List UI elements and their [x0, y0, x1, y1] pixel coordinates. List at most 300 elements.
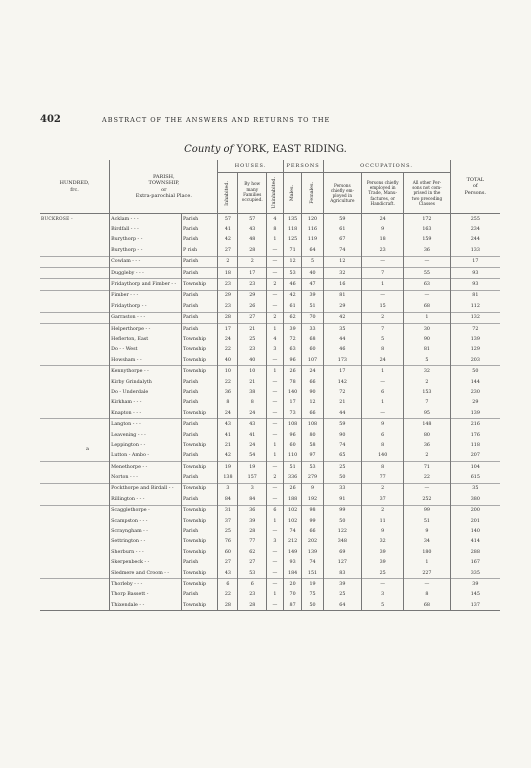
other-cell: 2 — [404, 451, 450, 462]
hundred-cell — [40, 451, 110, 462]
males-cell: 102 — [283, 505, 302, 516]
families-cell: 41 — [238, 430, 267, 440]
table-row — [40, 377, 500, 387]
females-cell: 97 — [302, 451, 323, 462]
uninhabited-cell: — — [267, 547, 284, 557]
table-row — [40, 256, 500, 267]
trade-cell: 39 — [362, 558, 404, 568]
males-cell: 73 — [283, 408, 302, 419]
females-cell: 47 — [302, 279, 323, 290]
place-cell: Scagglethorpe - — [110, 505, 182, 516]
total-cell: 255 — [450, 214, 500, 225]
header-other: All other Per- sons not com- prised in the two preceding Classes — [404, 173, 450, 214]
females-cell: 108 — [302, 419, 323, 430]
hundred-cell — [40, 590, 110, 600]
hundred-cell — [40, 355, 110, 366]
other-cell: 8 — [404, 590, 450, 600]
uninhabited-cell: 8 — [267, 224, 284, 234]
inhabited-cell: 19 — [218, 461, 238, 472]
table-row — [40, 419, 500, 430]
trade-cell: — — [362, 579, 404, 590]
males-cell: 12 — [283, 256, 302, 267]
place-cell: Fimber - - - — [110, 290, 182, 301]
hundred-cell — [40, 419, 110, 430]
females-cell: 120 — [302, 214, 323, 225]
place-cell: Norton - - - — [110, 472, 182, 483]
males-cell: 125 — [283, 235, 302, 245]
inhabited-cell: 10 — [218, 366, 238, 377]
uninhabited-cell: 1 — [267, 235, 284, 245]
other-cell: 172 — [404, 214, 450, 225]
males-cell: 62 — [283, 312, 302, 323]
table-row — [40, 505, 500, 516]
males-cell: 184 — [283, 568, 302, 579]
males-cell: 63 — [283, 345, 302, 355]
total-cell: 17 — [450, 256, 500, 267]
males-cell: 71 — [283, 245, 302, 256]
families-cell: 2 — [238, 256, 267, 267]
uninhabited-cell: 4 — [267, 334, 284, 344]
hundred-cell — [40, 516, 110, 526]
place-cell: Knapton - - - — [110, 408, 182, 419]
hundred-cell — [40, 430, 110, 440]
other-cell: 180 — [404, 547, 450, 557]
type-cell: Parish — [182, 301, 218, 312]
uninhabited-cell: — — [267, 419, 284, 430]
header-uninhabited: Uninhabited. — [271, 177, 277, 209]
trade-cell: 7 — [362, 323, 404, 334]
families-cell: 10 — [238, 366, 267, 377]
agriculture-cell: 50 — [323, 472, 362, 483]
type-cell: Township — [182, 537, 218, 547]
type-cell: Parish — [182, 590, 218, 600]
type-cell: Township — [182, 408, 218, 419]
males-cell: 336 — [283, 472, 302, 483]
agriculture-cell: 72 — [323, 387, 362, 397]
inhabited-cell: 60 — [218, 547, 238, 557]
place-cell: Fridaythorp - - — [110, 301, 182, 312]
place-cell: Lutton - Ambo - — [110, 451, 182, 462]
trade-cell: 24 — [362, 214, 404, 225]
inhabited-cell: 76 — [218, 537, 238, 547]
type-cell: Parish — [182, 235, 218, 245]
place-cell: Fridaythorp and Fimber - - — [110, 279, 182, 290]
inhabited-cell: 28 — [218, 312, 238, 323]
hundred-cell — [40, 334, 110, 344]
type-cell: Township — [182, 547, 218, 557]
place-cell: Duggleby - - - — [110, 267, 182, 278]
females-cell: 202 — [302, 537, 323, 547]
inhabited-cell: 24 — [218, 408, 238, 419]
type-cell: Township — [182, 366, 218, 377]
trade-cell: — — [362, 256, 404, 267]
uninhabited-cell: — — [267, 398, 284, 408]
agriculture-cell: 25 — [323, 461, 362, 472]
females-cell: 74 — [302, 558, 323, 568]
families-cell: 28 — [238, 600, 267, 611]
total-cell: 29 — [450, 398, 500, 408]
females-cell: 90 — [302, 387, 323, 397]
agriculture-cell: 61 — [323, 224, 362, 234]
males-cell: 42 — [283, 290, 302, 301]
uninhabited-cell: 3 — [267, 537, 284, 547]
type-cell: Parish — [182, 451, 218, 462]
trade-cell: 140 — [362, 451, 404, 462]
agriculture-cell: 59 — [323, 419, 362, 430]
other-cell: 90 — [404, 334, 450, 344]
other-cell: — — [404, 579, 450, 590]
hundred-cell — [40, 547, 110, 557]
other-cell: 148 — [404, 419, 450, 430]
agriculture-cell: 74 — [323, 245, 362, 256]
total-cell: 335 — [450, 568, 500, 579]
uninhabited-cell: — — [267, 256, 284, 267]
uninhabited-cell: 1 — [267, 590, 284, 600]
trade-cell: — — [362, 408, 404, 419]
males-cell: 93 — [283, 558, 302, 568]
page-number: 402 — [40, 114, 61, 125]
table-row — [40, 461, 500, 472]
agriculture-cell: 25 — [323, 590, 362, 600]
hundred-cell — [40, 568, 110, 579]
families-cell: 77 — [238, 537, 267, 547]
type-cell: Township — [182, 334, 218, 344]
place-cell: Thorleby - - - — [110, 579, 182, 590]
females-cell: 99 — [302, 516, 323, 526]
uninhabited-cell: — — [267, 377, 284, 387]
agriculture-cell: 59 — [323, 214, 362, 225]
trade-cell: 2 — [362, 312, 404, 323]
agriculture-cell: 35 — [323, 323, 362, 334]
inhabited-cell: 6 — [218, 579, 238, 590]
agriculture-cell: 65 — [323, 451, 362, 462]
hundred-cell — [40, 600, 110, 611]
other-cell: 30 — [404, 323, 450, 334]
agriculture-cell: 64 — [323, 600, 362, 611]
males-cell: 212 — [283, 537, 302, 547]
place-cell: Leavening - - - — [110, 430, 182, 440]
trade-cell: 6 — [362, 430, 404, 440]
table-row — [40, 279, 500, 290]
males-cell: 51 — [283, 461, 302, 472]
table-body — [40, 214, 500, 611]
inhabited-cell: 18 — [218, 267, 238, 278]
place-cell: Settrington - - — [110, 537, 182, 547]
header-hundred: HUNDRED, frc. — [40, 160, 110, 214]
place-cell: Howsham - - — [110, 355, 182, 366]
total-cell: 234 — [450, 224, 500, 234]
other-cell: 227 — [404, 568, 450, 579]
uninhabited-cell: — — [267, 483, 284, 494]
males-cell: 46 — [283, 279, 302, 290]
females-cell: 5 — [302, 256, 323, 267]
females-cell: 12 — [302, 398, 323, 408]
type-cell: Township — [182, 516, 218, 526]
other-cell: 2 — [404, 377, 450, 387]
hundred-cell — [40, 558, 110, 568]
total-cell: 201 — [450, 516, 500, 526]
total-cell: 129 — [450, 345, 500, 355]
inhabited-cell: 43 — [218, 419, 238, 430]
males-cell: 87 — [283, 600, 302, 611]
other-cell: 68 — [404, 301, 450, 312]
total-cell: 207 — [450, 451, 500, 462]
families-cell: 43 — [238, 419, 267, 430]
total-cell: 167 — [450, 558, 500, 568]
table-row — [40, 323, 500, 334]
type-cell: Parish — [182, 398, 218, 408]
agriculture-cell: 348 — [323, 537, 362, 547]
other-cell: 22 — [404, 472, 450, 483]
families-cell: 54 — [238, 451, 267, 462]
hundred-cell — [40, 256, 110, 267]
uninhabited-cell: — — [267, 290, 284, 301]
agriculture-cell: 99 — [323, 505, 362, 516]
table-row — [40, 451, 500, 462]
uninhabited-cell: — — [267, 568, 284, 579]
type-cell: Township — [182, 461, 218, 472]
other-cell: 71 — [404, 461, 450, 472]
trade-cell: 11 — [362, 516, 404, 526]
hundred-cell — [40, 483, 110, 494]
inhabited-cell: 37 — [218, 516, 238, 526]
inhabited-cell: 84 — [218, 494, 238, 505]
agriculture-cell: 46 — [323, 345, 362, 355]
females-cell: 33 — [302, 323, 323, 334]
females-cell: 279 — [302, 472, 323, 483]
agriculture-cell: 142 — [323, 377, 362, 387]
families-cell: 62 — [238, 547, 267, 557]
total-cell: 176 — [450, 430, 500, 440]
males-cell: 149 — [283, 547, 302, 557]
inhabited-cell: 23 — [218, 279, 238, 290]
table-row — [40, 526, 500, 536]
agriculture-cell: 21 — [323, 398, 362, 408]
other-cell: 36 — [404, 440, 450, 450]
type-cell: Township — [182, 279, 218, 290]
trade-cell: 3 — [362, 590, 404, 600]
uninhabited-cell: — — [267, 301, 284, 312]
hundred-cell — [40, 461, 110, 472]
hundred-cell — [40, 224, 110, 234]
total-cell: 145 — [450, 590, 500, 600]
females-cell: 116 — [302, 224, 323, 234]
trade-cell: 9 — [362, 224, 404, 234]
females-cell: 192 — [302, 494, 323, 505]
agriculture-cell: 16 — [323, 279, 362, 290]
header-houses: HOUSES. — [218, 160, 283, 173]
other-cell: 7 — [404, 398, 450, 408]
table-row — [40, 355, 500, 366]
type-cell: Parish — [182, 387, 218, 397]
type-cell: Township — [182, 568, 218, 579]
hundred-cell — [40, 377, 110, 387]
hundred-cell — [40, 235, 110, 245]
families-cell: 23 — [238, 345, 267, 355]
inhabited-cell: 40 — [218, 355, 238, 366]
type-cell: Parish — [182, 312, 218, 323]
other-cell: 163 — [404, 224, 450, 234]
families-cell: 24 — [238, 408, 267, 419]
total-cell: 230 — [450, 387, 500, 397]
agriculture-cell: 17 — [323, 366, 362, 377]
other-cell: 1 — [404, 558, 450, 568]
agriculture-cell: 39 — [323, 579, 362, 590]
type-cell: Parish — [182, 214, 218, 225]
trade-cell: 77 — [362, 472, 404, 483]
total-cell: 39 — [450, 579, 500, 590]
place-cell: Langton - - - — [110, 419, 182, 430]
table-row — [40, 579, 500, 590]
males-cell: 135 — [283, 214, 302, 225]
other-cell: 1 — [404, 312, 450, 323]
females-cell: 80 — [302, 430, 323, 440]
inhabited-cell: 41 — [218, 224, 238, 234]
males-cell: 26 — [283, 483, 302, 494]
table-row — [40, 387, 500, 397]
uninhabited-cell: — — [267, 355, 284, 366]
females-cell: 19 — [302, 579, 323, 590]
inhabited-cell: 29 — [218, 290, 238, 301]
abstract-table — [40, 160, 500, 611]
inhabited-cell: 27 — [218, 558, 238, 568]
families-cell: 23 — [238, 279, 267, 290]
trade-cell: 8 — [362, 440, 404, 450]
table-row — [40, 568, 500, 579]
type-cell: Parish — [182, 377, 218, 387]
inhabited-cell: 27 — [218, 245, 238, 256]
females-cell: 139 — [302, 547, 323, 557]
inhabited-cell: 21 — [218, 440, 238, 450]
uninhabited-cell: 6 — [267, 505, 284, 516]
table-row — [40, 224, 500, 234]
trade-cell: 25 — [362, 568, 404, 579]
males-cell: 108 — [283, 419, 302, 430]
inhabited-cell: 22 — [218, 590, 238, 600]
uninhabited-cell: — — [267, 558, 284, 568]
total-cell: 288 — [450, 547, 500, 557]
inhabited-cell: 2 — [218, 256, 238, 267]
abstract-table-wrap — [40, 160, 500, 611]
header-families: By how many Families occupied. — [238, 173, 267, 214]
side-mark: a — [86, 446, 89, 452]
hundred-cell — [40, 526, 110, 536]
type-cell: Parish — [182, 558, 218, 568]
males-cell: 188 — [283, 494, 302, 505]
males-cell: 78 — [283, 377, 302, 387]
table-row — [40, 290, 500, 301]
families-cell: 157 — [238, 472, 267, 483]
place-cell: Scampston - - - — [110, 516, 182, 526]
total-cell: 93 — [450, 267, 500, 278]
total-cell: 139 — [450, 408, 500, 419]
hundred-cell — [40, 312, 110, 323]
agriculture-cell: 44 — [323, 408, 362, 419]
inhabited-cell: 17 — [218, 323, 238, 334]
hundred-cell — [40, 267, 110, 278]
place-cell: Burythorp - - — [110, 235, 182, 245]
males-cell: 74 — [283, 526, 302, 536]
females-cell: 9 — [302, 483, 323, 494]
females-cell: 66 — [302, 526, 323, 536]
uninhabited-cell: 2 — [267, 279, 284, 290]
families-cell: 3 — [238, 483, 267, 494]
males-cell: 53 — [283, 267, 302, 278]
running-head: ABSTRACT OF THE ANSWERS AND RETURNS TO THE — [102, 116, 331, 124]
families-cell: 84 — [238, 494, 267, 505]
hundred-cell — [40, 245, 110, 256]
families-cell: 26 — [238, 301, 267, 312]
trade-cell: — — [362, 377, 404, 387]
hundred-cell — [40, 505, 110, 516]
agriculture-cell: 33 — [323, 483, 362, 494]
trade-cell: 1 — [362, 366, 404, 377]
total-cell: 144 — [450, 377, 500, 387]
table-row — [40, 483, 500, 494]
agriculture-cell: 29 — [323, 301, 362, 312]
place-cell: Sledmere and Croom - - — [110, 568, 182, 579]
uninhabited-cell: — — [267, 267, 284, 278]
trade-cell: 6 — [362, 387, 404, 397]
agriculture-cell: 69 — [323, 547, 362, 557]
uninhabited-cell: — — [267, 245, 284, 256]
uninhabited-cell: — — [267, 579, 284, 590]
county-title — [0, 144, 531, 155]
agriculture-cell: 67 — [323, 235, 362, 245]
trade-cell: 32 — [362, 537, 404, 547]
table-row — [40, 366, 500, 377]
females-cell: 50 — [302, 600, 323, 611]
inhabited-cell: 43 — [218, 568, 238, 579]
inhabited-cell: 24 — [218, 334, 238, 344]
families-cell: 43 — [238, 224, 267, 234]
table-row — [40, 235, 500, 245]
other-cell: 5 — [404, 355, 450, 366]
trade-cell: 15 — [362, 301, 404, 312]
trade-cell: 2 — [362, 483, 404, 494]
total-cell: 133 — [450, 245, 500, 256]
total-cell: 203 — [450, 355, 500, 366]
place-cell: Burythorp - - — [110, 245, 182, 256]
uninhabited-cell: 3 — [267, 345, 284, 355]
agriculture-cell: 91 — [323, 494, 362, 505]
total-cell: 414 — [450, 537, 500, 547]
males-cell: 140 — [283, 387, 302, 397]
trade-cell: 7 — [362, 267, 404, 278]
females-cell: 40 — [302, 267, 323, 278]
table-row — [40, 600, 500, 611]
header-females: Females. — [309, 182, 315, 204]
inhabited-cell: 25 — [218, 526, 238, 536]
type-cell: Parish — [182, 256, 218, 267]
females-cell: 39 — [302, 290, 323, 301]
type-cell: Parish — [182, 267, 218, 278]
place-cell: Thixendale - - — [110, 600, 182, 611]
other-cell: 81 — [404, 345, 450, 355]
type-cell: Parish — [182, 290, 218, 301]
total-cell: 118 — [450, 440, 500, 450]
agriculture-cell: 122 — [323, 526, 362, 536]
other-cell: 68 — [404, 600, 450, 611]
trade-cell: 9 — [362, 419, 404, 430]
uninhabited-cell: 4 — [267, 214, 284, 225]
total-cell: 139 — [450, 334, 500, 344]
hundred-cell — [40, 323, 110, 334]
table-row — [40, 516, 500, 526]
hundred-cell — [40, 279, 110, 290]
males-cell: 26 — [283, 366, 302, 377]
trade-cell: 37 — [362, 494, 404, 505]
